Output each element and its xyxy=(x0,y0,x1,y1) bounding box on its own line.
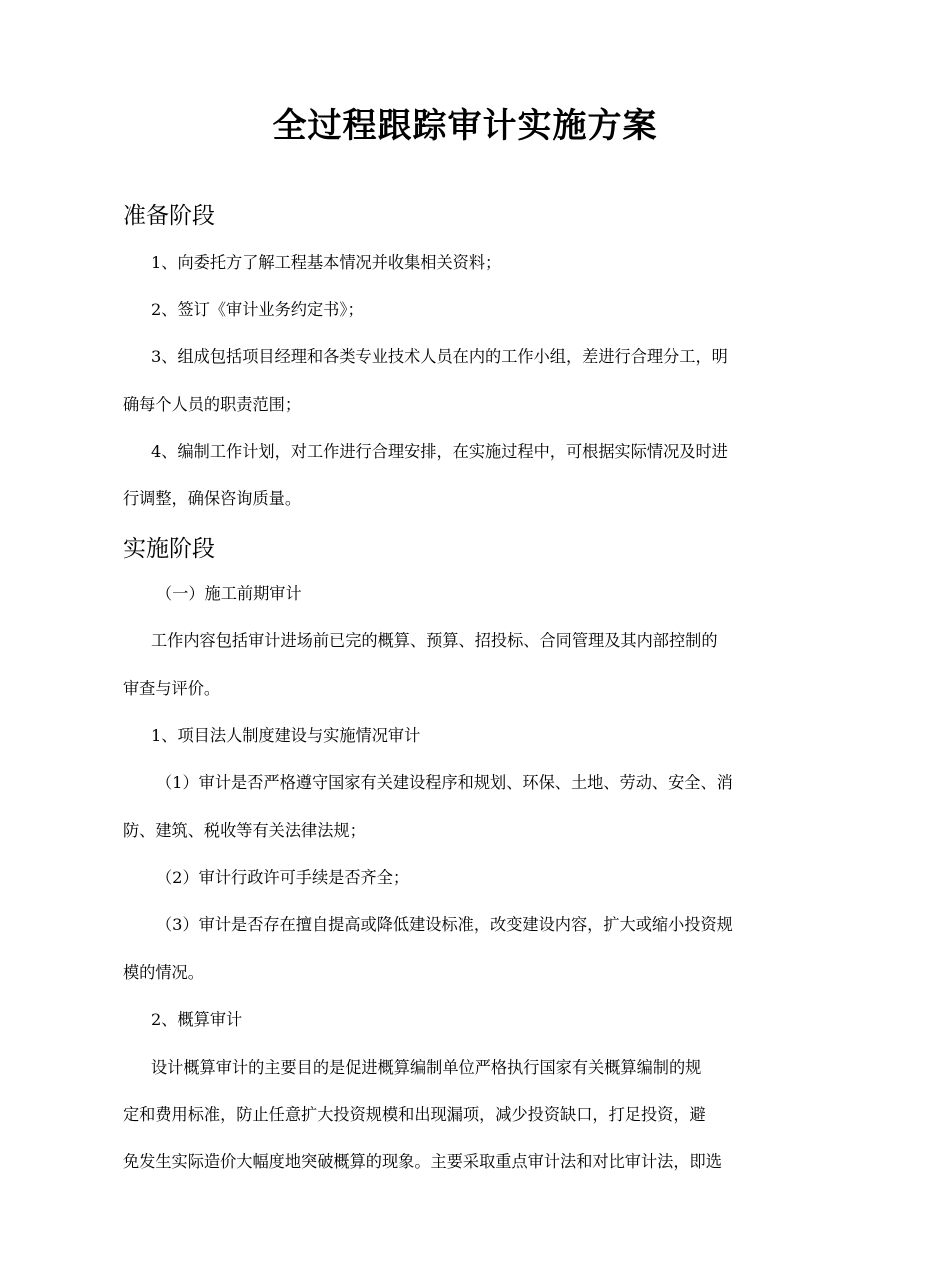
paragraph-line: 行调整，确保咨询质量。 xyxy=(123,489,302,508)
paragraph-line: （2）审计行政许可手续是否齐全； xyxy=(156,868,410,887)
paragraph-line: 2、签订《审计业务约定书》； xyxy=(151,300,364,319)
paragraph-line: 1、向委托方了解工程基本情况并收集相关资料； xyxy=(151,253,502,272)
paragraph-line: 1、项目法人制度建设与实施情况审计 xyxy=(151,726,421,745)
paragraph-line: 设计概算审计的主要目的是促进概算编制单位严格执行国家有关概算编制的规 xyxy=(151,1058,702,1077)
paragraph-line: （1）审计是否严格遵守国家有关建设程序和规划、环保、土地、劳动、安全、消 xyxy=(156,773,733,792)
paragraph-line: 模的情况。 xyxy=(123,963,204,982)
paragraph-line: 审查与评价。 xyxy=(123,679,221,698)
section-heading-implementation: 实施阶段 xyxy=(123,536,215,562)
paragraph-line: 3、组成包括项目经理和各类专业技术人员在内的工作小组，差进行合理分工，明 xyxy=(151,347,728,366)
paragraph-line: 免发生实际造价大幅度地突破概算的现象。主要采取重点审计法和对比审计法，即选 xyxy=(123,1152,722,1171)
paragraph-line: 定和费用标准，防止任意扩大投资规模和出现漏项，减少投资缺口，打足投资，避 xyxy=(123,1105,706,1124)
paragraph-line: 2、概算审计 xyxy=(151,1010,243,1029)
page-title: 全过程跟踪审计实施方案 xyxy=(272,106,658,146)
subsection-heading: （一）施工前期审计 xyxy=(156,584,302,603)
paragraph-line: 工作内容包括审计进场前已完的概算、预算、招投标、合同管理及其内部控制的 xyxy=(151,631,718,650)
paragraph-line: 4、编制工作计划，对工作进行合理安排，在实施过程中，可根据实际情况及时进 xyxy=(151,442,728,461)
paragraph-line: （3）审计是否存在擅自提高或降低建设标准，改变建设内容，扩大或缩小投资规 xyxy=(156,915,733,934)
paragraph-line: 确每个人员的职责范围； xyxy=(123,395,302,414)
paragraph-line: 防、建筑、税收等有关法律法规； xyxy=(123,821,366,840)
section-heading-preparation: 准备阶段 xyxy=(123,203,215,229)
